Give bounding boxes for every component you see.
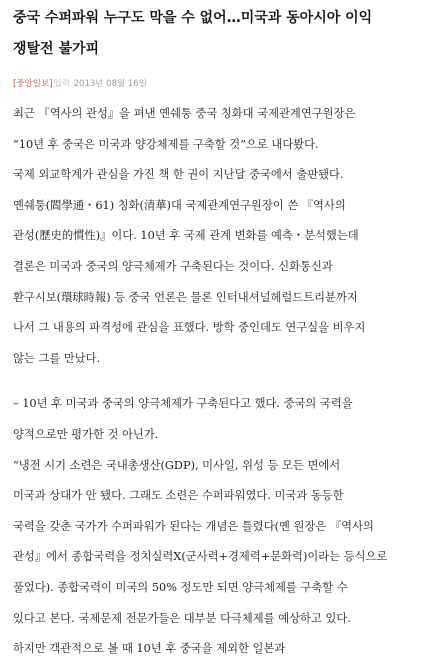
article-byline	[13, 77, 426, 91]
text-line: “냉전 시기 소련은 국내총생산(GDP), 미사일, 위성 등 모든 면에서	[13, 458, 341, 472]
text-line: 않는 그를 만났다.	[13, 351, 101, 365]
text-line: 환구시보(環球時報) 등 중국 언론은 물론 인터내셔널헤럴드트리뷴까지	[13, 290, 358, 304]
text-line: – 10년 후 미국과 중국의 양극체제가 구축된다고 했다. 중국의 국력을	[13, 397, 353, 411]
paragraph-gap	[13, 374, 426, 389]
headline-line: 중국 수퍼파워 누구도 막을 수 없어…미국과 동아시아 이익	[13, 10, 373, 26]
text-line: 관성』에서 종합국력을 정치실력Ⅹ(군사력+경제력+문화력)이라는 등식으로	[13, 550, 388, 564]
article-headline	[13, 0, 426, 65]
text-line: 결론은 미국과 중국의 양극체제가 구축된다는 것이다. 신화통신과	[13, 259, 333, 273]
text-line: 관성(歷史的慣性)』이다. 10년 후 국제 관계 변화를 예측・분석했는데	[13, 229, 359, 243]
text-line: 하지만 객관적으로 볼 때 10년 후 중국을 제외한 일본과	[13, 642, 286, 656]
text-line: 최근 『역사의 관성』을 펴낸 옌쉐퉁 중국 칭화대 국제관계연구원장은	[13, 107, 356, 120]
paragraph	[13, 99, 426, 374]
news-source-label: [중앙일보]	[13, 79, 53, 89]
text-line: 있다고 본다. 국제문제 전문가들은 대부분 다극체제를 예상하고 있다.	[13, 611, 351, 625]
text-line: 미국과 상대가 안 됐다. 그래도 소련은 수퍼파워였다. 미국과 동등한	[13, 489, 344, 503]
text-line: 나서 그 내용의 파격성에 관심을 표했다. 방학 중인데도 연구실을 비우지	[13, 321, 366, 335]
text-line: 양적으로만 평가한 것 아닌가.	[13, 427, 159, 441]
byline-label: 입력	[53, 79, 70, 89]
article-body	[13, 99, 426, 660]
text-line: 국력을 갖춘 국가가 수퍼파워가 된다는 개념은 틀렸다(옌 원장은 『역사의	[13, 519, 374, 533]
text-line: 옌쉐퉁(閻學通・61) 칭화(清華)대 국제관계연구원장이 쓴 『역사의	[13, 198, 346, 212]
text-line: 국제 외교학계가 관심을 가진 책 한 권이 지난달 중국에서 출판됐다.	[13, 168, 344, 182]
paragraph	[13, 389, 426, 660]
headline-line: 쟁탈전 불가피	[13, 41, 100, 57]
publish-date: 2013년 08월 16일	[73, 79, 147, 89]
text-line: 풀었다). 종합국력이 미국의 50% 정도만 되면 양극체제를 구축할 수	[13, 580, 348, 594]
text-line: “10년 후 중국은 미국과 양강체제를 구축할 것”으로 내다봤다.	[13, 137, 319, 151]
